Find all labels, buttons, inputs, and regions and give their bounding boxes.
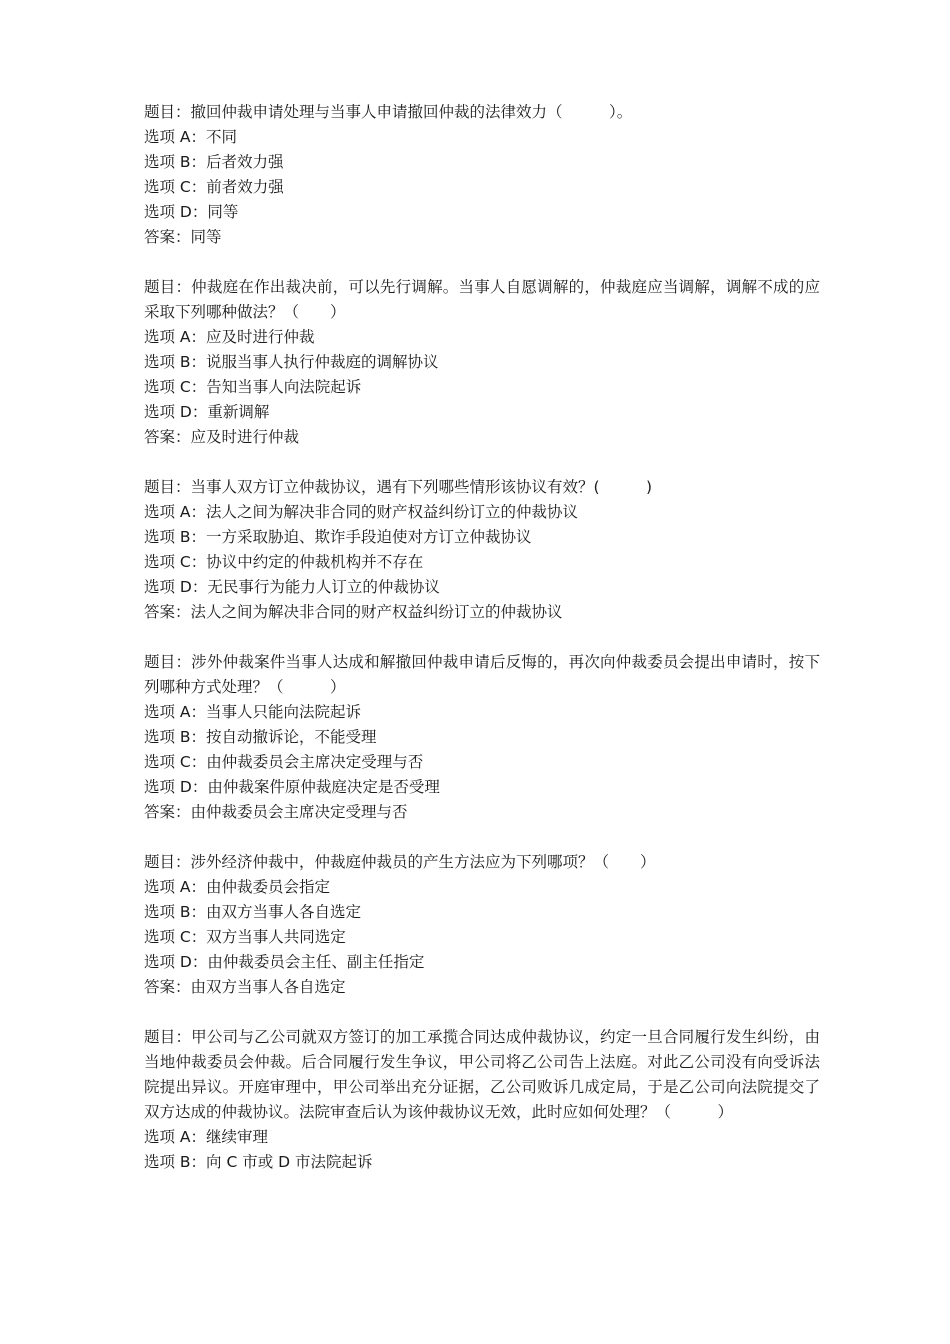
question-block-6 bbox=[144, 1025, 820, 1175]
option-c: 选项 C：由仲裁委员会主席决定受理与否 bbox=[144, 753, 424, 771]
option-a: 选项 A：应及时进行仲裁 bbox=[144, 328, 315, 346]
option-a: 选项 A：继续审理 bbox=[144, 1128, 269, 1146]
answer: 答案：由双方当事人各自选定 bbox=[144, 978, 346, 996]
option-d: 选项 D：同等 bbox=[144, 203, 239, 221]
option-a: 选项 A：当事人只能向法院起诉 bbox=[144, 703, 362, 721]
option-b: 选项 B：按自动撤诉论，不能受理 bbox=[144, 728, 377, 746]
option-d: 选项 D：由仲裁案件原仲裁庭决定是否受理 bbox=[144, 778, 440, 796]
question-text: 题目：仲裁庭在作出裁决前，可以先行调解。当事人自愿调解的，仲裁庭应当调解，调解不成的应采取下列哪种做法？（ ） bbox=[144, 278, 820, 321]
option-b: 选项 B：向 C 市或 D 市法院起诉 bbox=[144, 1153, 373, 1171]
option-d: 选项 D：重新调解 bbox=[144, 403, 270, 421]
answer: 答案：同等 bbox=[144, 228, 222, 246]
option-b: 选项 B：后者效力强 bbox=[144, 153, 284, 171]
question-text: 题目：当事人双方订立仲裁协议，遇有下列哪些情形该协议有效？( ) bbox=[144, 478, 653, 496]
question-text: 题目：涉外经济仲裁中，仲裁庭仲裁员的产生方法应为下列哪项？（ ） bbox=[144, 853, 656, 871]
option-a: 选项 A：由仲裁委员会指定 bbox=[144, 878, 331, 896]
question-text: 题目：涉外仲裁案件当事人达成和解撤回仲裁申请后反悔的，再次向仲裁委员会提出申请时，按下列哪种方式处理？（ ） bbox=[144, 653, 820, 696]
option-d: 选项 D：由仲裁委员会主任、副主任指定 bbox=[144, 953, 425, 971]
question-block-3 bbox=[144, 475, 820, 625]
question-text: 题目：甲公司与乙公司就双方签订的加工承揽合同达成仲裁协议，约定一旦合同履行发生纠纷，由当地仲裁委员会仲裁。后合同履行发生争议，甲公司将乙公司告上法庭。对此乙公司没有向受诉法院提出异议。开庭审理中，甲公司举出充分证据，乙公司败诉几成定局，于是乙公司向法院提交了双方达成的仲裁协议。法院审查后认为该仲裁协议无效，此时应如何处理？（ ） bbox=[144, 1028, 820, 1121]
option-c: 选项 C：双方当事人共同选定 bbox=[144, 928, 346, 946]
document-page bbox=[144, 100, 820, 1200]
option-d: 选项 D：无民事行为能力人订立的仲裁协议 bbox=[144, 578, 440, 596]
option-a: 选项 A：不同 bbox=[144, 128, 238, 146]
option-a: 选项 A：法人之间为解决非合同的财产权益纠纷订立的仲裁协议 bbox=[144, 503, 579, 521]
question-block-4 bbox=[144, 650, 820, 825]
option-c: 选项 C：协议中约定的仲裁机构并不存在 bbox=[144, 553, 424, 571]
answer: 答案：法人之间为解决非合同的财产权益纠纷订立的仲裁协议 bbox=[144, 603, 563, 621]
question-block-1 bbox=[144, 100, 820, 250]
option-b: 选项 B：一方采取胁迫、欺诈手段迫使对方订立仲裁协议 bbox=[144, 528, 532, 546]
question-block-2 bbox=[144, 275, 820, 450]
answer: 答案：应及时进行仲裁 bbox=[144, 428, 300, 446]
option-b: 选项 B：说服当事人执行仲裁庭的调解协议 bbox=[144, 353, 439, 371]
question-text: 题目：撤回仲裁申请处理与当事人申请撤回仲裁的法律效力（ ）。 bbox=[144, 103, 633, 121]
option-b: 选项 B：由双方当事人各自选定 bbox=[144, 903, 362, 921]
option-c: 选项 C：前者效力强 bbox=[144, 178, 284, 196]
answer: 答案：由仲裁委员会主席决定受理与否 bbox=[144, 803, 408, 821]
question-block-5 bbox=[144, 850, 820, 1000]
option-c: 选项 C：告知当事人向法院起诉 bbox=[144, 378, 362, 396]
